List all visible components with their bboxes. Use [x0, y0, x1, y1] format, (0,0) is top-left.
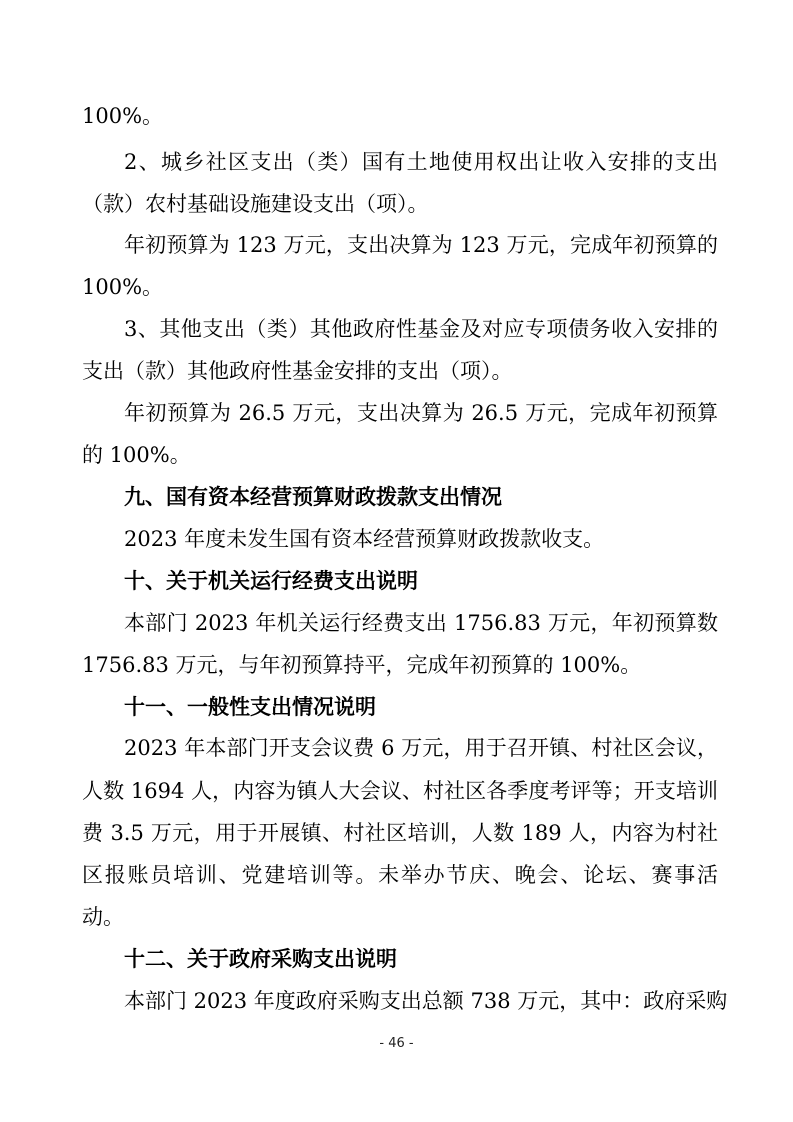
section-heading: 九、国有资本经营预算财政拨款支出情况: [124, 485, 502, 509]
paragraph-line: 动。: [82, 905, 124, 929]
paragraph-line: 费 3.5 万元，用于开展镇、村社区培训，人数 189 人，内容为村社: [82, 821, 718, 845]
paragraph-line: 的 100%。: [82, 443, 191, 467]
page-number: - 46 -: [379, 1036, 414, 1051]
paragraph-line: 2023 年本部门开支会议费 6 万元，用于召开镇、村社区会议，: [124, 736, 718, 760]
paragraph-line: 年初预算为 123 万元，支出决算为 123 万元，完成年初预算的: [124, 233, 718, 257]
paragraph-line: （款）农村基础设施建设支出（项）。: [82, 192, 429, 216]
paragraph-line: 区报账员培训、党建培训等。未举办节庆、晚会、论坛、赛事活: [82, 863, 718, 887]
paragraph-line: 3、其他支出（类）其他政府性基金及对应专项债务收入安排的: [124, 317, 718, 341]
section-heading: 十二、关于政府采购支出说明: [124, 947, 397, 971]
paragraph-line: 本部门 2023 年机关运行经费支出 1756.83 万元，年初预算数: [124, 611, 718, 635]
paragraph-line: 1756.83 万元，与年初预算持平，完成年初预算的 100%。: [82, 653, 642, 677]
paragraph-line: 本部门 2023 年度政府采购支出总额 738 万元，其中：政府采购: [124, 989, 728, 1013]
paragraph-line: 100%。: [82, 275, 164, 299]
paragraph-line: 支出（款）其他政府性基金安排的支出（项）。: [82, 359, 513, 383]
paragraph-line: 年初预算为 26.5 万元，支出决算为 26.5 万元，完成年初预算: [124, 401, 718, 425]
paragraph-line: 人数 1694 人，内容为镇人大会议、村社区各季度考评等；开支培训: [82, 779, 718, 803]
paragraph-line: 2023 年度未发生国有资本经营预算财政拨款收支。: [124, 527, 605, 551]
section-heading: 十一、一般性支出情况说明: [124, 695, 376, 719]
paragraph-line: 100%。: [82, 104, 164, 128]
section-heading: 十、关于机关运行经费支出说明: [124, 569, 418, 593]
paragraph-line: 2、城乡社区支出（类）国有土地使用权出让收入安排的支出: [124, 150, 718, 174]
